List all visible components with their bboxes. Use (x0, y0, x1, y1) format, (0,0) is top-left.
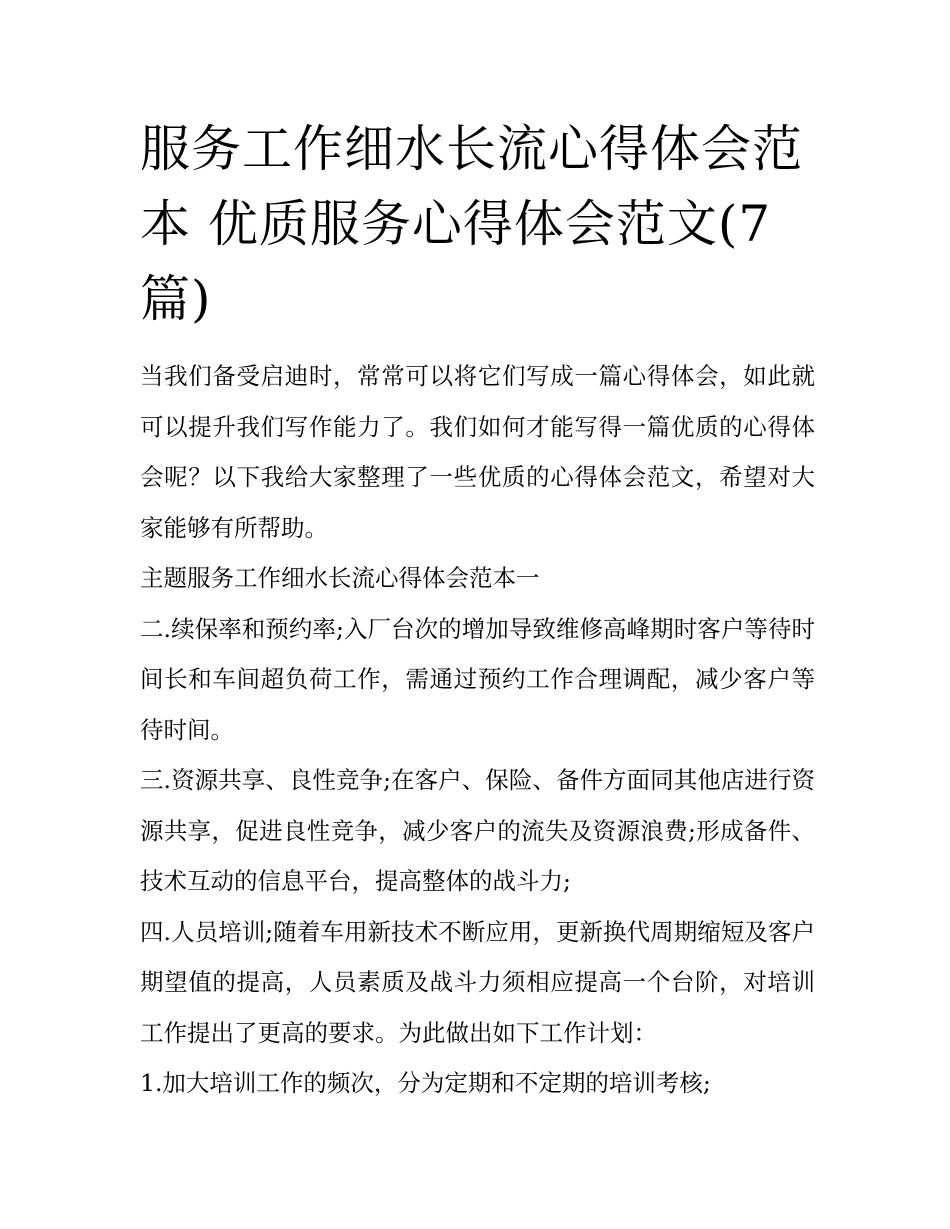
intro-paragraph: 当我们备受启迪时，常常可以将它们写成一篇心得体会，如此就可以提升我们写作能力了。我们如何才能写得一篇优质的心得体会呢？以下我给大家整理了一些优质的心得体会范文，希望对大家能够有所帮助。 (140, 362, 815, 542)
list-item-training-frequency: 1.加大培训工作的频次，分为定期和不定期的培训考核; (140, 1069, 711, 1097)
document-body (140, 112, 815, 1109)
paragraph-staff-training: 四.人员培训;随着车用新技术不断应用，更新换代周期缩短及客户期望值的提高，人员素质及战斗力须相应提高一个台阶，对培训工作提出了更高的要求。为此做出如下工作计划： (140, 917, 815, 1047)
document-title: 服务工作细水长流心得体会范本 优质服务心得体会范文(7篇) (140, 120, 803, 328)
section-heading: 主题服务工作细水长流心得体会范本一 (140, 564, 540, 592)
paragraph-resource-sharing: 三.资源共享、良性竞争;在客户、保险、备件方面同其他店进行资源共享，促进良性竞争，减少客户的流失及资源浪费;形成备件、技术互动的信息平台，提高整体的战斗力; (140, 766, 815, 895)
paragraph-renewal-rate: 二.续保率和预约率;入厂台次的增加导致维修高峰期时客户等待时间长和车间超负荷工作，需通过预约工作合理调配，减少客户等待时间。 (140, 614, 815, 744)
